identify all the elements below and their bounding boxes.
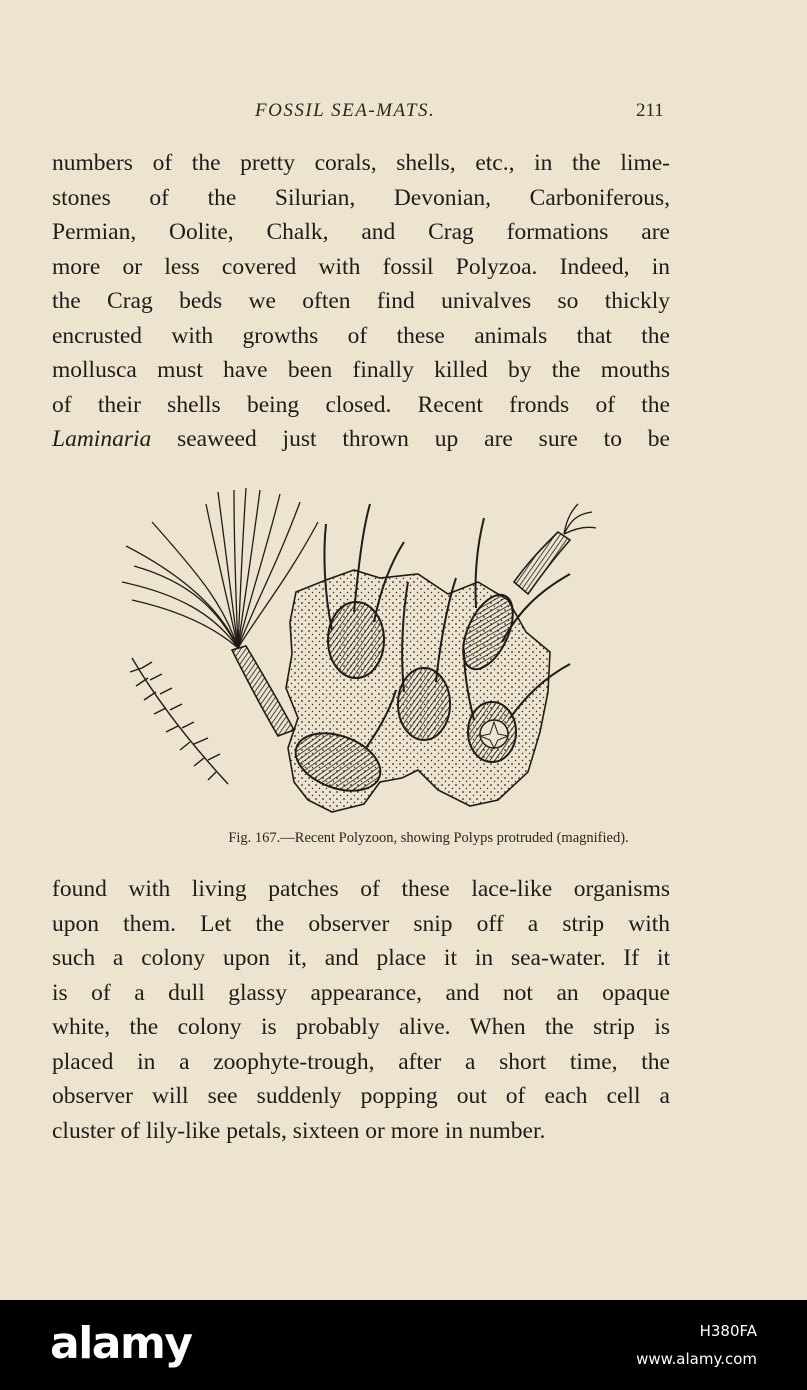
stock-watermark-bar	[0, 1300, 807, 1390]
running-head	[0, 100, 807, 130]
figure-caption: Fig. 167.—Recent Polyzoon, showing Polyps protruded (magnified).	[228, 830, 629, 846]
text-line: is of a dull glassy appearance, and not an opaque	[52, 979, 670, 1006]
text-line: of their shells being closed. Recent fronds of the	[52, 391, 670, 418]
tentacle-crown	[122, 488, 318, 648]
text-line: such a colony upon it, and place it in sea-water. If it	[52, 945, 670, 971]
polyp-cell-open	[480, 720, 508, 748]
text-line: stones of the Silurian, Devonian, Carboniferous,	[52, 184, 670, 211]
image-id: H380FA	[699, 1322, 757, 1340]
polyp-stalk	[514, 532, 570, 594]
text-line: mollusca must have been finally killed by the mouths	[52, 357, 670, 383]
text-line: more or less covered with fossil Polyzoa. Indeed, in	[52, 253, 670, 280]
watermark-url: www.alamy.com	[636, 1350, 757, 1368]
detached-sprig	[130, 658, 228, 784]
text-line: placed in a zoophyte-trough, after a short time, the	[52, 1048, 670, 1075]
text-line: cluster of lily-like petals, sixteen or more in number.	[52, 1117, 546, 1144]
polyzoon-engraving	[118, 482, 602, 822]
polyp-cell	[398, 668, 450, 740]
alamy-logo: alamy	[50, 1318, 192, 1369]
figure-illustration	[118, 482, 602, 822]
text-line: white, the colony is probably alive. When the strip is	[52, 1014, 670, 1040]
text-line: observer will see suddenly popping out of each cell a	[52, 1083, 670, 1109]
page-number: 211	[636, 100, 664, 121]
polyp-stalk	[232, 646, 294, 736]
italic-term-laminaria: Laminaria	[52, 426, 152, 452]
text-run: seaweed just thrown up are sure to be	[151, 426, 670, 452]
text-line: Permian, Oolite, Chalk, and Crag formations are	[52, 219, 670, 245]
text-line: upon them. Let the observer snip off a strip with	[52, 910, 670, 937]
text-line: found with living patches of these lace-like organisms	[52, 876, 670, 902]
text-line: encrusted with growths of these animals that the	[52, 322, 670, 349]
running-title: FOSSIL SEA-MATS.	[255, 100, 436, 121]
paragraph-1	[52, 146, 670, 457]
text-line: the Crag beds we often find univalves so thickly	[52, 288, 670, 314]
text-line: numbers of the pretty corals, shells, etc., in the lime-	[52, 150, 670, 176]
paragraph-2	[52, 872, 670, 1148]
text-line-mixed	[52, 422, 670, 457]
